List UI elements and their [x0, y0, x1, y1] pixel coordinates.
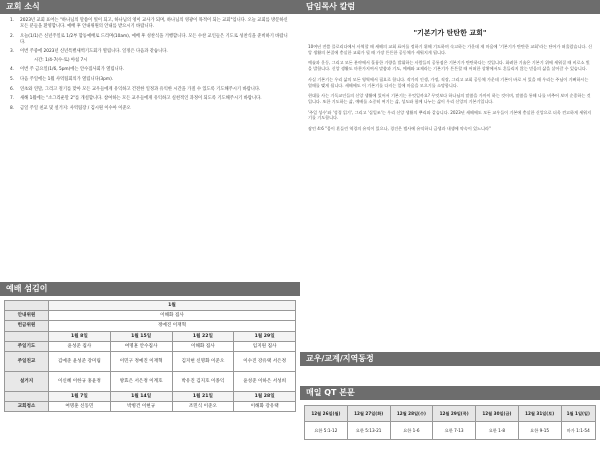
column-paragraph: 현대를 사는 기독교인들의 신앙 생활에 있어서 기본기는 무엇일까요? 무엇보다 하나님의 말씀을 가까이 하는 것이며, 말씀을 통해 나를 비추어 보며 순종하는 것입니다. 또한 기도하는 삶, 예배를 소중히 여기는 삶, 성도와 함께 나누는 삶이 우리 신앙의 기본기입니다.	[308, 93, 591, 104]
column-paragraph: '주일 성수'와 '성경 읽기', 그리고 '십일조'는 우리 신앙 생활의 뿌리와 같습니다. 2023년 새해에도 모든 교우들이 기본에 충실한 신앙으로 더욱 견고하게 세워지기를 기도합니다.	[308, 109, 592, 121]
announcements-list	[0, 14, 300, 55]
column-body	[300, 44, 600, 132]
service-table	[4, 300, 296, 412]
table-row: 설거지 이신혜 이한규 홍윤정 방효은 서은정 이계호 박유진 김지호 이종익 윤성준 이하은 서성희	[5, 371, 296, 391]
list-item: 5. 다음 주일에는 1월 사역팀회의가 열립니다(3pm).	[10, 76, 114, 82]
qt-section	[300, 386, 600, 440]
table-row: 헌금위원 정예진 이재혁	[5, 321, 296, 331]
list-item: 8. 금일 주일 친교 및 설거지: 사역팀장 / 김시원 이수아 이준오	[10, 105, 131, 111]
service-section	[0, 282, 300, 412]
list-item: 2. 오늘(1/1)은 신년주일로 1/2부 합동예배로 드리며(10am), 예배 후 성찬식을 거행합니다. 모든 수찬 교인들은 기도로 성찬식을 준비하기 바랍니다.	[10, 33, 288, 45]
schedule-note: 시간: 1/4-7(수-토) 아침 7시	[34, 57, 88, 63]
table-row: 주일기도 윤성준 집사 여명훈 안수집사 이해화 집사 임지원 집사	[5, 341, 296, 351]
news-section	[300, 352, 600, 366]
table-row: 1월 8일 1월 15일 1월 22일 1월 29일	[5, 331, 296, 341]
column-title: "기본기가 탄탄한 교회"	[413, 29, 487, 37]
list-item: 6. 연초와 연말, 그리고 절기를 맞아 모든 교우들에게 유익하고 건전한 일정과 유익한 시간을 가질 수 있도록 기도해주시기 바랍니다.	[10, 86, 261, 92]
list-item: 7. 새해 1월에는 "소그리운말 2"를 개설합니다. 참여하는 모든 교우들에게 유익하고 실천적인 과정이 되도록 기도해주시기 바랍니다.	[10, 96, 262, 102]
table-row: 요한 5:1-12 요한 5:13-21 요한 1-6 요한 7-13 요한 1-8 요한 9-15 마가 1:1-54	[305, 422, 596, 440]
month-cell: 1월	[49, 301, 296, 311]
table-row	[5, 301, 296, 311]
column-paragraph: 10여년 전쯤 플로리다에서 사역할 때 새해의 교회 표어를 정하기 위해 기도하며 숙고하는 가운데 제 마음에 '기본기가 탄탄한 교회'라는 단어가 떠올랐습니다. 신앙 생활의 본질에 충실한 교회가 될 때 가장 튼튼한 공동체가 세워지게 됩니다.	[308, 44, 592, 55]
list-item: 4. 이번 주 금요일(1/6, 5pm)에는 안수집사회가 열립니다.	[10, 67, 125, 73]
qt-header: 매일 QT 본문	[300, 386, 600, 400]
table-row: 12월 26일(월) 12월 27일(화) 12월 28일(수) 12월 29일(목) 12월 30일(금) 12월 31일(토) 1월 1일(일)	[305, 406, 596, 422]
table-row: 주일친교 김예준 윤성준 강미림 이민구 정예진 이재혁 김지현 신명화 이준오 이수진 강유택 서은정	[5, 351, 296, 371]
qt-table	[304, 405, 596, 440]
announcements-list-2	[0, 67, 300, 111]
table-row: 1월 7일 1월 14일 1월 21일 1월 28일	[5, 391, 296, 401]
column-header: 담임목사 칼럼	[300, 0, 600, 14]
list-item: 3. 이번 주중에 2023년 신년특별새벽기도회가 열립니다. 일정은 다음과 같습니다.	[10, 49, 168, 55]
list-item: 1. 2023년 교회 표어는 "하나님의 말씀이 빛이 되고, 하나님의 영이 교사가 되며, 하나님의 영광이 목적이 되는 교회"입니다. 오늘 교회를 방문하신 모든 분들을 환영합니다. 예배 후 안내위원의 안내를 받으시기 바랍니다.	[10, 18, 288, 29]
service-header: 예배 섬김이	[0, 282, 300, 296]
table-row: 교회청소 여명훈 신동민 박병건 이현규 조민식 이준오 이해화 강유택	[5, 402, 296, 412]
column-paragraph: 잠언 4:6 "몸이 흔들린 역경의 유익이 있으나, 경건은 범사에 유익하니 금생과 내생에 약속이 있느니라"	[308, 126, 491, 132]
announcements-header: 교회 소식	[0, 0, 300, 14]
right-page	[300, 0, 600, 463]
news-header: 교우/교계/지역동정	[300, 352, 600, 366]
column-paragraph: 예술과 운동, 그리고 모든 분야에서 훌륭한 기량을 발휘하는 사람들의 공통점은 기본기가 탄탄하다는 것입니다. 화려한 기술은 기본기 위에 세워질 때 비로소 빛을 발합니다. 신앙 생활도 마찬가지여서 말씀과 기도, 예배와 교제라는 기본기가 튼튼할 때 어떠한 상황에서도 흔들리지 않는 믿음의 삶을 살아갈 수 있습니다.	[308, 60, 590, 72]
column-paragraph: 사실 기본기는 우리 삶의 모든 영역에서 필요로 합니다. 작가의 인생, 가정, 직장, 그리고 교회 공동체 가운데 기본이 바로 서 있을 때 우리는 주님이 기뻐하시는 열매를 맺게 됩니다. 새해에도 이 기본기를 다지는 일에 마음을 모으기를 소망합니다.	[308, 76, 589, 88]
table-row: 안내위원 이해화 집사	[5, 311, 296, 321]
